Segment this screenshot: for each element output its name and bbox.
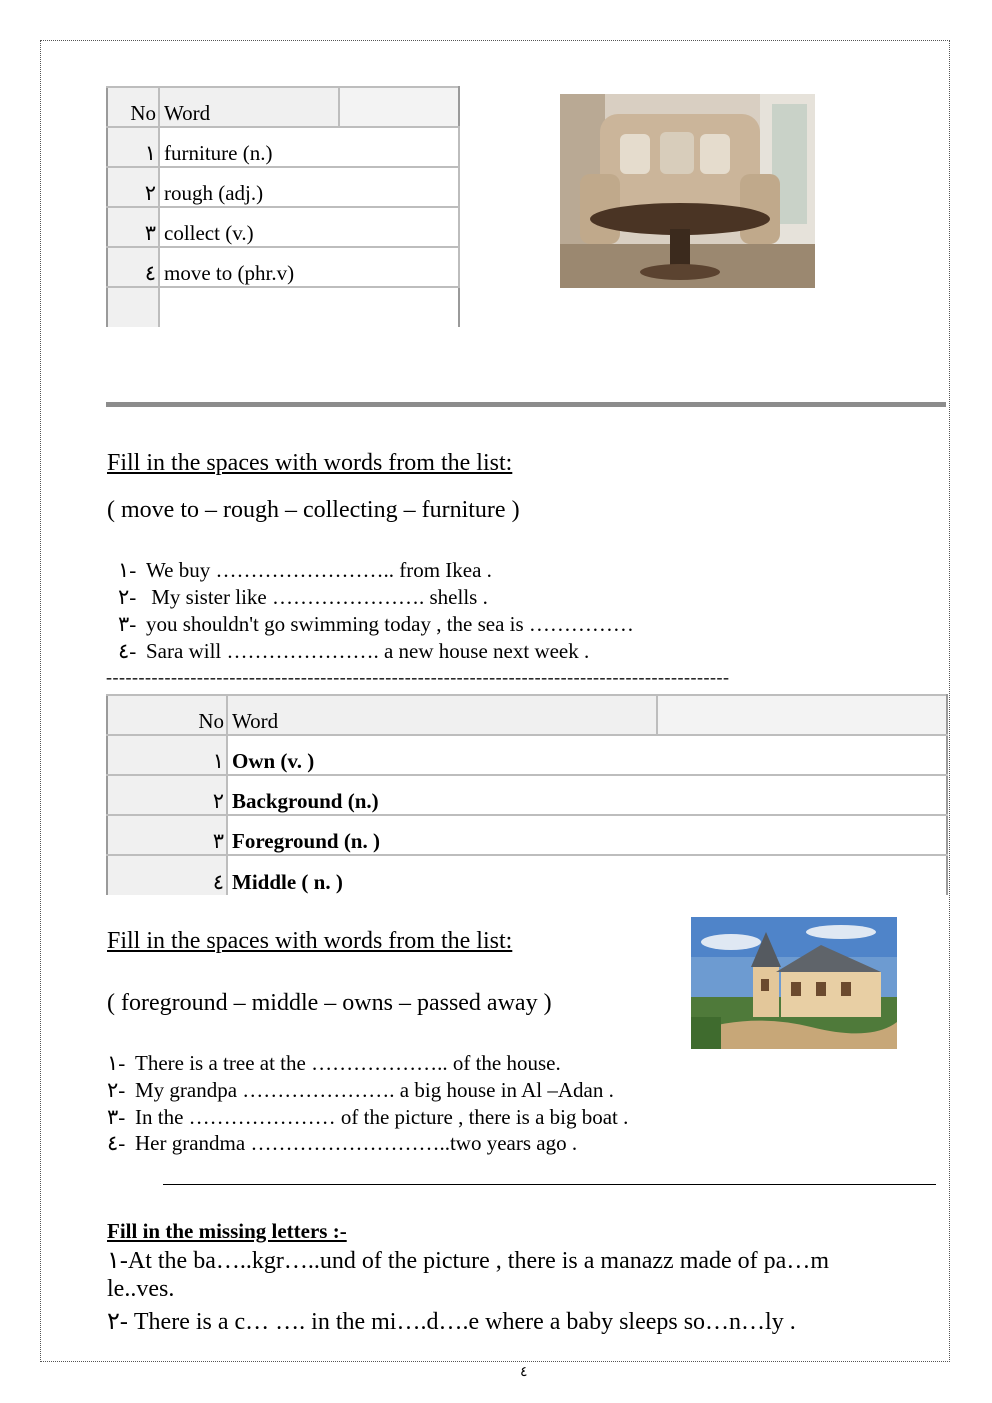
exercise2-heading: Fill in the spaces with words from the list: — [107, 928, 513, 954]
exercise1-item — [118, 585, 488, 610]
item-number: ٢- — [107, 1078, 126, 1102]
table-row — [107, 815, 947, 855]
item-number: ٣- — [118, 612, 137, 636]
section-divider-thin — [163, 1184, 936, 1185]
item-text: We buy …………………….. from Ikea . — [146, 558, 492, 582]
section-divider — [106, 402, 946, 407]
row-word: furniture (n.) — [159, 127, 459, 167]
row-no-empty — [107, 287, 159, 327]
item-text: My sister like …………………. shells . — [146, 585, 488, 609]
item-number: ٢- — [118, 585, 137, 609]
item-text: you shouldn't go swimming today , the sea is …………… — [146, 612, 634, 636]
exercise3-line2: ٢- There is a c… …. in the mi….d….e where a baby sleeps so…n…ly . — [107, 1309, 796, 1335]
table-header-row — [107, 695, 947, 735]
house-photo — [691, 917, 897, 1049]
exercise3-line1: ١-At the ba…..kgr…..und of the picture , there is a manazz made of pa…m — [107, 1248, 829, 1274]
table-header-row — [107, 87, 459, 127]
header-no: No — [107, 695, 227, 735]
page-number: ٤ — [520, 1365, 528, 1380]
exercise2-item — [107, 1078, 614, 1103]
exercise2-item — [107, 1051, 561, 1076]
item-number: ١- — [118, 558, 137, 582]
row-word: Foreground (n. ) — [227, 815, 947, 855]
exercise1-item — [118, 558, 492, 583]
row-no: ١ — [107, 127, 159, 167]
row-no: ٤ — [107, 855, 227, 895]
exercise2-item — [107, 1131, 577, 1156]
dashed-separator: ------------------------------------------------------------------------------------------------ — [106, 667, 730, 687]
living-room-photo — [560, 94, 815, 288]
table-row — [107, 735, 947, 775]
exercise1-word-list: ( move to – rough – collecting – furniture ) — [107, 497, 520, 523]
row-no: ٤ — [107, 247, 159, 287]
exercise1-item — [118, 639, 589, 664]
table-row — [107, 167, 459, 207]
row-no: ١ — [107, 735, 227, 775]
header-no: No — [107, 87, 159, 127]
row-word: Middle ( n. ) — [227, 855, 947, 895]
item-text: Her grandma ………………………..two years ago . — [135, 1131, 578, 1155]
table-row-empty — [107, 287, 459, 327]
table-row — [107, 855, 947, 895]
row-no: ٢ — [107, 167, 159, 207]
exercise3-heading: Fill in the missing letters :- — [107, 1219, 347, 1243]
item-text: My grandpa …………………. a big house in Al –Adan . — [135, 1078, 614, 1102]
item-text: In the ………………… of the picture , there is a big boat . — [135, 1105, 629, 1129]
item-number: ١- — [107, 1051, 126, 1075]
vocab-table-2 — [106, 694, 948, 895]
row-word: rough (adj.) — [159, 167, 459, 207]
header-extra — [657, 695, 947, 735]
table-row — [107, 127, 459, 167]
exercise1-heading: Fill in the spaces with words from the list: — [107, 450, 513, 476]
row-no: ٢ — [107, 775, 227, 815]
table-row — [107, 247, 459, 287]
exercise1-item — [118, 612, 634, 637]
item-text: Sara will …………………. a new house next week . — [146, 639, 590, 663]
item-text: There is a tree at the ……………….. of the house. — [135, 1051, 561, 1075]
table-row — [107, 207, 459, 247]
row-no: ٣ — [107, 207, 159, 247]
exercise2-word-list: ( foreground – middle – owns – passed away ) — [107, 990, 552, 1016]
exercise3-line1-continued: le..ves. — [107, 1276, 175, 1302]
row-word: Background (n.) — [227, 775, 947, 815]
header-word: Word — [159, 87, 339, 127]
armchair-illustration — [560, 94, 815, 288]
header-extra — [339, 87, 459, 127]
item-number: ٣- — [107, 1105, 126, 1129]
table-row — [107, 775, 947, 815]
row-word: Own (v. ) — [227, 735, 947, 775]
row-word-empty — [159, 287, 459, 327]
house-illustration — [691, 917, 897, 1049]
vocab-table-1 — [106, 86, 460, 327]
item-number: ٤- — [107, 1131, 126, 1155]
row-word: collect (v.) — [159, 207, 459, 247]
row-no: ٣ — [107, 815, 227, 855]
header-word: Word — [227, 695, 657, 735]
row-word: move to (phr.v) — [159, 247, 459, 287]
exercise2-item — [107, 1105, 628, 1130]
item-number: ٤- — [118, 639, 137, 663]
